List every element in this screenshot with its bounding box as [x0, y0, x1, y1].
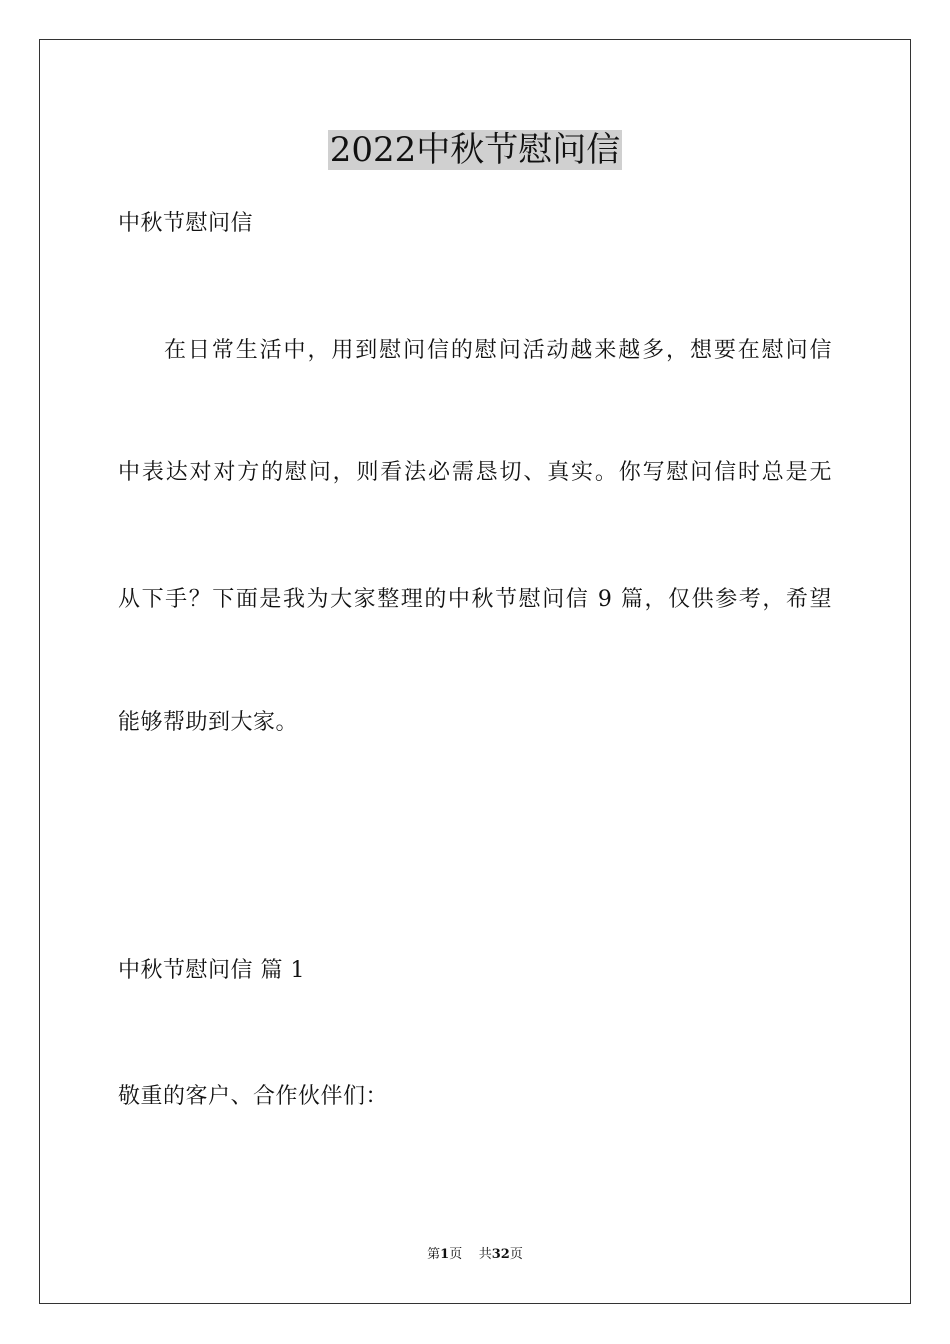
footer-total-prefix: 共: [478, 1247, 492, 1262]
section-heading: 中秋节慰问信 篇 1: [118, 958, 305, 983]
document-title-text: 2022中秋节慰问信: [329, 130, 621, 170]
document-title: [0, 128, 950, 172]
footer-page-number: 1: [440, 1247, 450, 1262]
intro-line-2: 中表达对对方的慰问，则看法必需恳切、真实。你写慰问信时总是无: [118, 460, 832, 485]
footer-page-suffix: 页: [449, 1247, 463, 1262]
intro-line-3: 从下手？下面是我为大家整理的中秋节慰问信 9 篇，仅供参考，希望: [118, 587, 832, 612]
footer-total-suffix: 页: [509, 1247, 523, 1262]
salutation: 敬重的客户、合作伙伴们：: [118, 1084, 389, 1109]
intro-line-1: 在日常生活中，用到慰问信的慰问活动越来越多，想要在慰问信: [164, 338, 832, 363]
footer-page-prefix: 第: [427, 1247, 441, 1262]
intro-line-4: 能够帮助到大家。: [118, 710, 299, 735]
footer-total-pages: 32: [491, 1247, 510, 1262]
document-subtitle: 中秋节慰问信: [118, 211, 254, 236]
page-footer: [0, 1246, 950, 1264]
